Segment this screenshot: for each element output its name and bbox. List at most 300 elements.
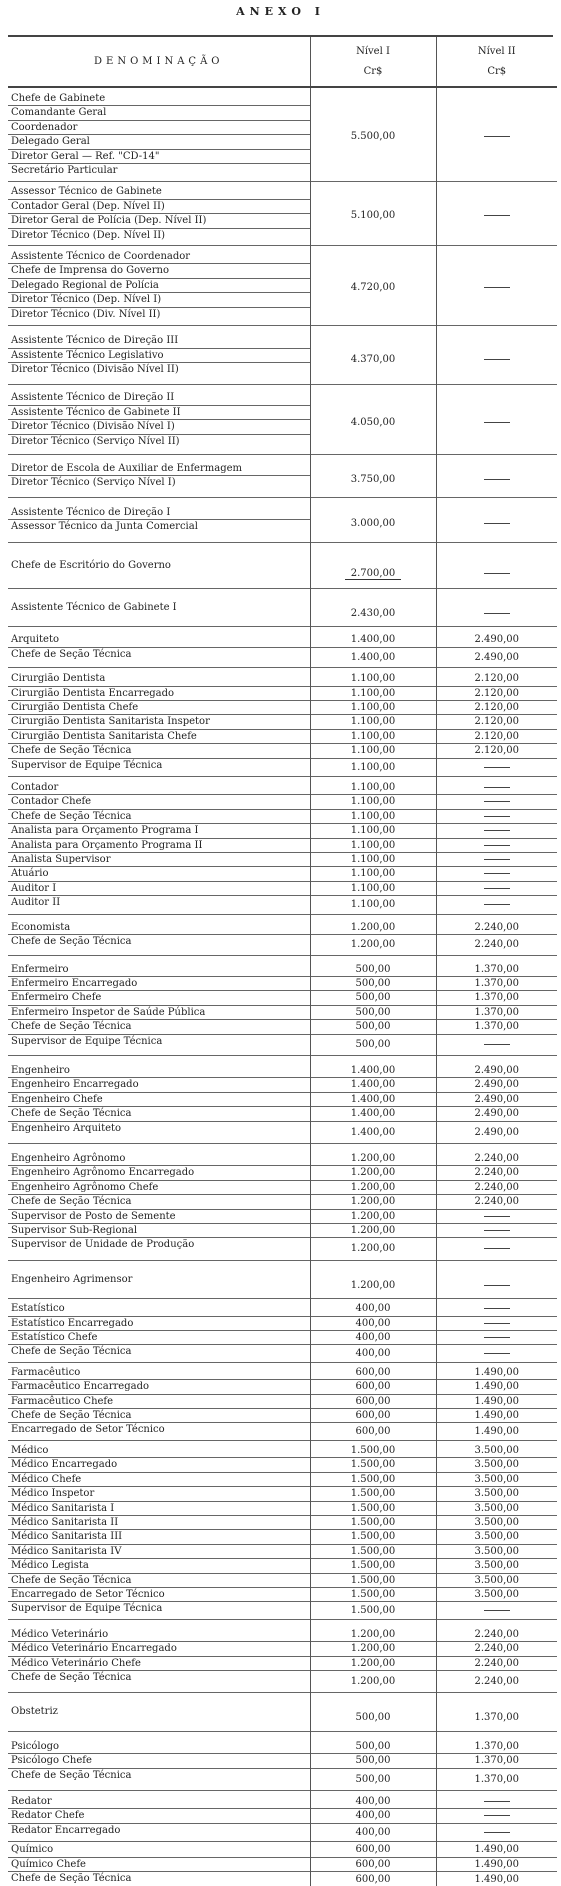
table-group [8,1440,557,1619]
table-row [8,914,557,934]
nivel-2-cell [436,838,557,852]
nivel-1-value: 1.500,00 [350,1444,396,1456]
nivel-1-value: 1.100,00 [350,782,396,794]
nivel-2-cell [436,1195,557,1209]
denominacao-cell: Diretor Técnico (Divisão Nível I) [8,420,310,434]
nivel-2-value: 2.240,00 [474,1181,520,1193]
nivel-2-cell [436,1642,557,1656]
nivel-2-cell [436,1458,557,1472]
nivel-2-cell [436,1316,557,1330]
nivel-1-cell [310,729,436,743]
table-group [8,1842,557,1886]
table-row [8,777,557,795]
table-row [8,542,557,588]
nivel-2-value: 1.370,00 [474,1773,520,1785]
denominacao-cell: Diretor Técnico (Serviço Nível II) [8,434,310,454]
table-group [8,1260,557,1298]
denominacao-cell: Médico Veterinário [8,1619,310,1641]
denominacao-cell: Chefe de Seção Técnica [8,1020,310,1034]
nivel-1-cell [310,1559,436,1573]
table-row [8,1515,557,1529]
empty-value-dash [484,816,510,817]
nivel-2-cell [436,1872,557,1886]
denominacao-cell: Chefe de Seção Técnica [8,1409,310,1423]
nivel-2-cell [436,1602,557,1619]
nivel-1-value: 400,00 [355,1347,391,1359]
nivel-1-cell [310,1544,436,1558]
nivel-1-cell [310,935,436,955]
nivel-1-value: 500,00 [355,1021,391,1033]
denominacao-cell: Estatístico Encarregado [8,1316,310,1330]
denominacao-cell: Estatístico [8,1299,310,1316]
nivel-1-cell [310,1195,436,1209]
nivel-2-cell [436,1005,557,1019]
nivel-2-cell [436,1487,557,1501]
table-row [8,668,557,686]
table-row [8,1020,557,1034]
denominacao-cell: Cirurgião Dentista Sanitarista Chefe [8,729,310,743]
nivel-1-value: 600,00 [355,1858,391,1870]
denominacao-cell: Médico Sanitarista II [8,1515,310,1529]
nivel-1-cell [310,1020,436,1034]
table-row [8,1587,557,1601]
table-group [8,668,557,777]
nivel-2-value: 2.240,00 [474,1628,520,1640]
denominacao-cell: Cirurgião Dentista Encarregado [8,686,310,700]
denominacao-cell: Delegado Regional de Polícia [8,278,310,292]
nivel-1-cell [310,87,436,182]
nivel-1-cell [310,1055,436,1077]
empty-value-dash [484,479,510,480]
nivel-2-cell [436,1573,557,1587]
nivel-1-value: 1.200,00 [350,1167,396,1179]
nivel-1-value: 600,00 [355,1425,391,1437]
table-group [8,542,557,588]
nivel-2-cell [436,955,557,976]
denominacao-cell: Engenheiro [8,1055,310,1077]
nivel-1-value: 1.100,00 [350,716,396,728]
nivel-2-value: 1.370,00 [474,977,520,989]
nivel-2-value: 1.490,00 [474,1381,520,1393]
nivel-1-cell [310,1362,436,1379]
nivel-1-value: 1.200,00 [350,1181,396,1193]
empty-value-dash [484,573,510,574]
nivel-1-value: 600,00 [355,1395,391,1407]
nivel-2-value: 2.240,00 [474,1657,520,1669]
denominacao-cell: Delegado Geral [8,135,310,149]
nivel-2-cell [436,246,557,326]
denominacao-cell: Chefe de Seção Técnica [8,1195,310,1209]
empty-value-dash [484,830,510,831]
nivel-1-value: 500,00 [355,1006,391,1018]
empty-value-dash [484,888,510,889]
nivel-2-cell [436,1693,557,1731]
nivel-2-value: 3.500,00 [474,1488,520,1500]
nivel-1-value: 1.500,00 [350,1516,396,1528]
empty-value-dash [484,1216,510,1217]
empty-value-dash [484,1353,510,1354]
table-group [8,1791,557,1842]
nivel-1-cell [310,1842,436,1857]
denominacao-cell: Cirurgião Dentista [8,668,310,686]
header-nivel-1-label: Nível I [356,45,390,57]
nivel-1-cell [310,795,436,809]
nivel-2-cell [436,824,557,838]
nivel-1-value: 1.200,00 [350,1196,396,1208]
table-row [8,1055,557,1077]
table-row [8,1573,557,1587]
denominacao-cell: Farmacêutico Chefe [8,1394,310,1408]
nivel-2-value: 2.490,00 [474,634,520,646]
denominacao-cell: Arquiteto [8,627,310,647]
nivel-1-cell [310,991,436,1005]
denominacao-cell: Coordenador [8,120,310,134]
table-row [8,1409,557,1423]
nivel-2-value: 3.500,00 [474,1516,520,1528]
nivel-1-value: 1.200,00 [350,921,396,933]
nivel-1-cell [310,1440,436,1457]
nivel-2-value: 2.240,00 [474,1167,520,1179]
nivel-1-cell [310,1619,436,1641]
denominacao-cell: Enfermeiro Inspetor de Saúde Pública [8,1005,310,1019]
nivel-2-cell [436,588,557,626]
nivel-1-value: 1.400,00 [350,1108,396,1120]
denominacao-cell: Assessor Técnico da Junta Comercial [8,520,310,542]
nivel-1-value: 1.100,00 [350,899,396,911]
denominacao-cell: Assistente Técnico de Gabinete II [8,405,310,419]
empty-value-dash [484,523,510,524]
nivel-1-cell [310,1731,436,1753]
denominacao-cell: Chefe de Seção Técnica [8,935,310,955]
empty-value-dash [484,1610,510,1611]
table-row [8,867,557,881]
nivel-1-cell [310,1209,436,1223]
nivel-1-cell [310,1458,436,1472]
table-row [8,881,557,895]
nivel-1-value: 4.720,00 [350,281,396,293]
nivel-2-value: 2.240,00 [474,921,520,933]
denominacao-cell: Chefe de Seção Técnica [8,1872,310,1886]
nivel-2-cell [436,1619,557,1641]
denominacao-cell: Encarregado de Setor Técnico [8,1423,310,1440]
nivel-1-value: 2.430,00 [350,607,396,619]
denominacao-cell: Analista para Orçamento Programa II [8,838,310,852]
table-row [8,1619,557,1641]
denominacao-cell: Secretário Particular [8,164,310,182]
denominacao-cell: Chefe de Imprensa do Governo [8,264,310,278]
header-denominacao: DENOMINAÇÃO [8,37,310,87]
nivel-1-value: 1.400,00 [350,1064,396,1076]
denominacao-cell: Médico Encarregado [8,1458,310,1472]
table-row [8,729,557,743]
denominacao-cell: Analista Supervisor [8,853,310,867]
denominacao-cell: Engenheiro Agrimensor [8,1260,310,1298]
nivel-1-cell [310,542,436,588]
table-group [8,1299,557,1363]
nivel-2-cell [436,1423,557,1440]
nivel-1-cell [310,1143,436,1165]
empty-value-dash [484,767,510,768]
header-nivel-1-currency: Cr$ [363,65,383,77]
nivel-2-cell [436,647,557,667]
table-row [8,1544,557,1558]
nivel-2-cell [436,853,557,867]
nivel-1-cell [310,1394,436,1408]
nivel-2-value: 3.500,00 [474,1560,520,1572]
nivel-1-value: 1.100,00 [350,825,396,837]
nivel-2-value: 1.490,00 [474,1858,520,1870]
denominacao-cell: Engenheiro Agrônomo [8,1143,310,1165]
nivel-2-cell [436,1530,557,1544]
denominacao-cell: Chefe de Gabinete [8,87,310,106]
nivel-2-cell [436,1143,557,1165]
nivel-1-value: 1.500,00 [350,1560,396,1572]
nivel-1-cell [310,867,436,881]
denominacao-cell: Supervisor de Posto de Semente [8,1209,310,1223]
table-row [8,1180,557,1194]
nivel-1-cell [310,881,436,895]
nivel-1-cell [310,1409,436,1423]
nivel-2-value: 2.120,00 [474,702,520,713]
nivel-2-cell [436,1345,557,1362]
nivel-1-value: 600,00 [355,1873,391,1885]
nivel-2-cell [436,1857,557,1871]
nivel-1-value: 1.100,00 [350,868,396,880]
table-group [8,497,557,542]
nivel-2-value: 3.500,00 [474,1473,520,1485]
nivel-1-value: 1.500,00 [350,1473,396,1485]
table-row [8,1092,557,1106]
table-row [8,1642,557,1656]
nivel-2-cell [436,914,557,934]
table-row [8,454,557,475]
empty-value-dash [484,1801,510,1802]
denominacao-cell: Diretor Técnico (Divisão Nível II) [8,362,310,384]
denominacao-cell: Auditor II [8,896,310,914]
table-row [8,1857,557,1871]
nivel-1-value: 600,00 [355,1381,391,1393]
nivel-2-cell [436,1501,557,1515]
nivel-1-cell [310,914,436,934]
nivel-2-value: 1.370,00 [474,1740,520,1752]
nivel-2-cell [436,1180,557,1194]
nivel-1-value: 400,00 [355,1796,391,1807]
nivel-1-value: 600,00 [355,1410,391,1422]
nivel-1-cell [310,1573,436,1587]
nivel-2-cell [436,976,557,990]
nivel-2-value: 1.370,00 [474,1712,520,1724]
nivel-1-value: 500,00 [355,1712,391,1724]
nivel-2-value: 2.490,00 [474,1108,520,1120]
nivel-1-cell [310,1501,436,1515]
nivel-1-value: 1.100,00 [350,882,396,894]
nivel-2-cell [436,701,557,715]
nivel-1-value: 3.000,00 [350,517,396,529]
nivel-2-cell [436,1107,557,1121]
denominacao-cell: Economista [8,914,310,934]
empty-value-dash [484,1323,510,1324]
denominacao-cell: Contador [8,777,310,795]
nivel-1-value: 1.100,00 [350,761,396,773]
table-row [8,1107,557,1121]
nivel-1-cell [310,838,436,852]
nivel-1-value: 1.200,00 [350,939,396,951]
table-row [8,715,557,729]
nivel-1-value: 500,00 [355,1755,391,1767]
nivel-1-cell [310,454,436,497]
nivel-1-cell [310,1224,436,1238]
denominacao-cell: Assistente Técnico Legislativo [8,348,310,362]
denominacao-cell: Médico Veterinário Chefe [8,1656,310,1670]
nivel-2-value: 2.490,00 [474,651,520,663]
denominacao-cell: Enfermeiro Encarregado [8,976,310,990]
nivel-2-value: 3.500,00 [474,1502,520,1514]
nivel-1-value: 400,00 [355,1826,391,1838]
nivel-2-value: 3.500,00 [474,1588,520,1600]
nivel-1-value: 5.100,00 [350,209,396,221]
empty-value-dash [484,136,510,137]
nivel-1-value: 1.200,00 [350,1210,396,1222]
denominacao-cell: Diretor Técnico (Serviço Nível I) [8,476,310,497]
nivel-1-value: 1.100,00 [350,687,396,699]
table-group [8,385,557,455]
nivel-2-cell [436,1078,557,1092]
nivel-1-value: 5.500,00 [350,131,396,143]
nivel-1-cell [310,647,436,667]
empty-value-dash [484,1285,510,1286]
table-group [8,1619,557,1693]
table-row [8,1768,557,1790]
table-row [8,1731,557,1753]
nivel-2-cell [436,881,557,895]
table-row [8,1121,557,1143]
nivel-1-cell [310,588,436,626]
empty-value-dash [484,787,510,788]
table-row [8,976,557,990]
nivel-2-cell [436,1670,557,1692]
nivel-2-value: 2.240,00 [474,1152,520,1164]
table-row [8,1299,557,1316]
nivel-2-cell [436,182,557,246]
nivel-2-cell [436,1121,557,1143]
nivel-1-cell [310,1472,436,1486]
table-row [8,1209,557,1223]
table-group [8,454,557,497]
table-row [8,853,557,867]
denominacao-cell: Chefe de Seção Técnica [8,1573,310,1587]
nivel-2-value: 3.500,00 [474,1531,520,1543]
table-row [8,87,557,106]
nivel-2-value: 1.370,00 [474,963,520,975]
nivel-1-value: 1.200,00 [350,1225,396,1236]
table-row [8,1823,557,1841]
nivel-2-cell [436,454,557,497]
denominacao-cell: Supervisor Sub-Regional [8,1224,310,1238]
nivel-2-cell [436,1544,557,1558]
table-group [8,588,557,626]
table-row [8,1693,557,1731]
denominacao-cell: Supervisor de Equipe Técnica [8,1034,310,1055]
nivel-2-value: 1.490,00 [474,1873,520,1885]
nivel-1-cell [310,1487,436,1501]
nivel-1-value: 400,00 [355,1303,391,1315]
nivel-2-value: 2.120,00 [474,745,520,757]
nivel-2-cell [436,1440,557,1457]
nivel-1-value: 4.370,00 [350,353,396,365]
nivel-2-cell [436,896,557,914]
denominacao-cell: Médico Veterinário Encarregado [8,1642,310,1656]
nivel-2-value: 1.370,00 [474,1021,520,1033]
table-group [8,182,557,246]
nivel-1-value: 1.100,00 [350,702,396,713]
table-row [8,497,557,519]
nivel-1-value: 1.500,00 [350,1531,396,1543]
nivel-1-value: 500,00 [355,963,391,975]
nivel-2-cell [436,1020,557,1034]
denominacao-cell: Encarregado de Setor Técnico [8,1587,310,1601]
table-row [8,824,557,838]
table-group [8,1055,557,1143]
nivel-2-value: 1.490,00 [474,1366,520,1378]
nivel-2-cell [436,809,557,823]
empty-value-dash [484,801,510,802]
denominacao-cell: Engenheiro Agrônomo Chefe [8,1180,310,1194]
denominacao-cell: Médico Sanitarista I [8,1501,310,1515]
nivel-1-cell [310,896,436,914]
denominacao-cell: Cirurgião Dentista Sanitarista Inspetor [8,715,310,729]
table-row [8,1458,557,1472]
nivel-1-cell [310,1316,436,1330]
denominacao-cell: Supervisor de Unidade de Produção [8,1238,310,1260]
nivel-1-cell [310,1423,436,1440]
table-row [8,701,557,715]
table-row [8,809,557,823]
nivel-2-value: 1.490,00 [474,1844,520,1856]
denominacao-cell: Chefe de Seção Técnica [8,809,310,823]
denominacao-cell: Médico Chefe [8,1472,310,1486]
nivel-1-cell [310,955,436,976]
empty-value-dash [484,287,510,288]
table-row [8,385,557,405]
table-row [8,1487,557,1501]
table-group [8,955,557,1055]
nivel-1-value: 1.200,00 [350,1279,396,1291]
nivel-1-cell [310,1005,436,1019]
nivel-2-cell [436,87,557,182]
nivel-2-value: 1.370,00 [474,1006,520,1018]
denominacao-cell: Contador Geral (Dep. Nível II) [8,199,310,213]
nivel-1-value: 1.200,00 [350,1657,396,1669]
table-group [8,1362,557,1440]
nivel-1-value: 1.500,00 [350,1588,396,1600]
nivel-2-value: 3.500,00 [474,1545,520,1557]
denominacao-cell: Enfermeiro Chefe [8,991,310,1005]
table-row [8,1809,557,1823]
annex-title: ANEXO I [236,5,325,18]
nivel-2-value: 2.240,00 [474,1643,520,1655]
table-group [8,1731,557,1790]
denominacao-cell: Médico Sanitarista IV [8,1544,310,1558]
nivel-1-cell [310,1754,436,1768]
nivel-1-value: 1.500,00 [350,1459,396,1471]
nivel-1-value: 500,00 [355,1740,391,1752]
nivel-1-cell [310,809,436,823]
table-row [8,1260,557,1298]
nivel-2-cell [436,1768,557,1790]
nivel-1-cell [310,1166,436,1180]
nivel-1-value: 1.200,00 [350,1628,396,1640]
empty-value-dash [484,359,510,360]
